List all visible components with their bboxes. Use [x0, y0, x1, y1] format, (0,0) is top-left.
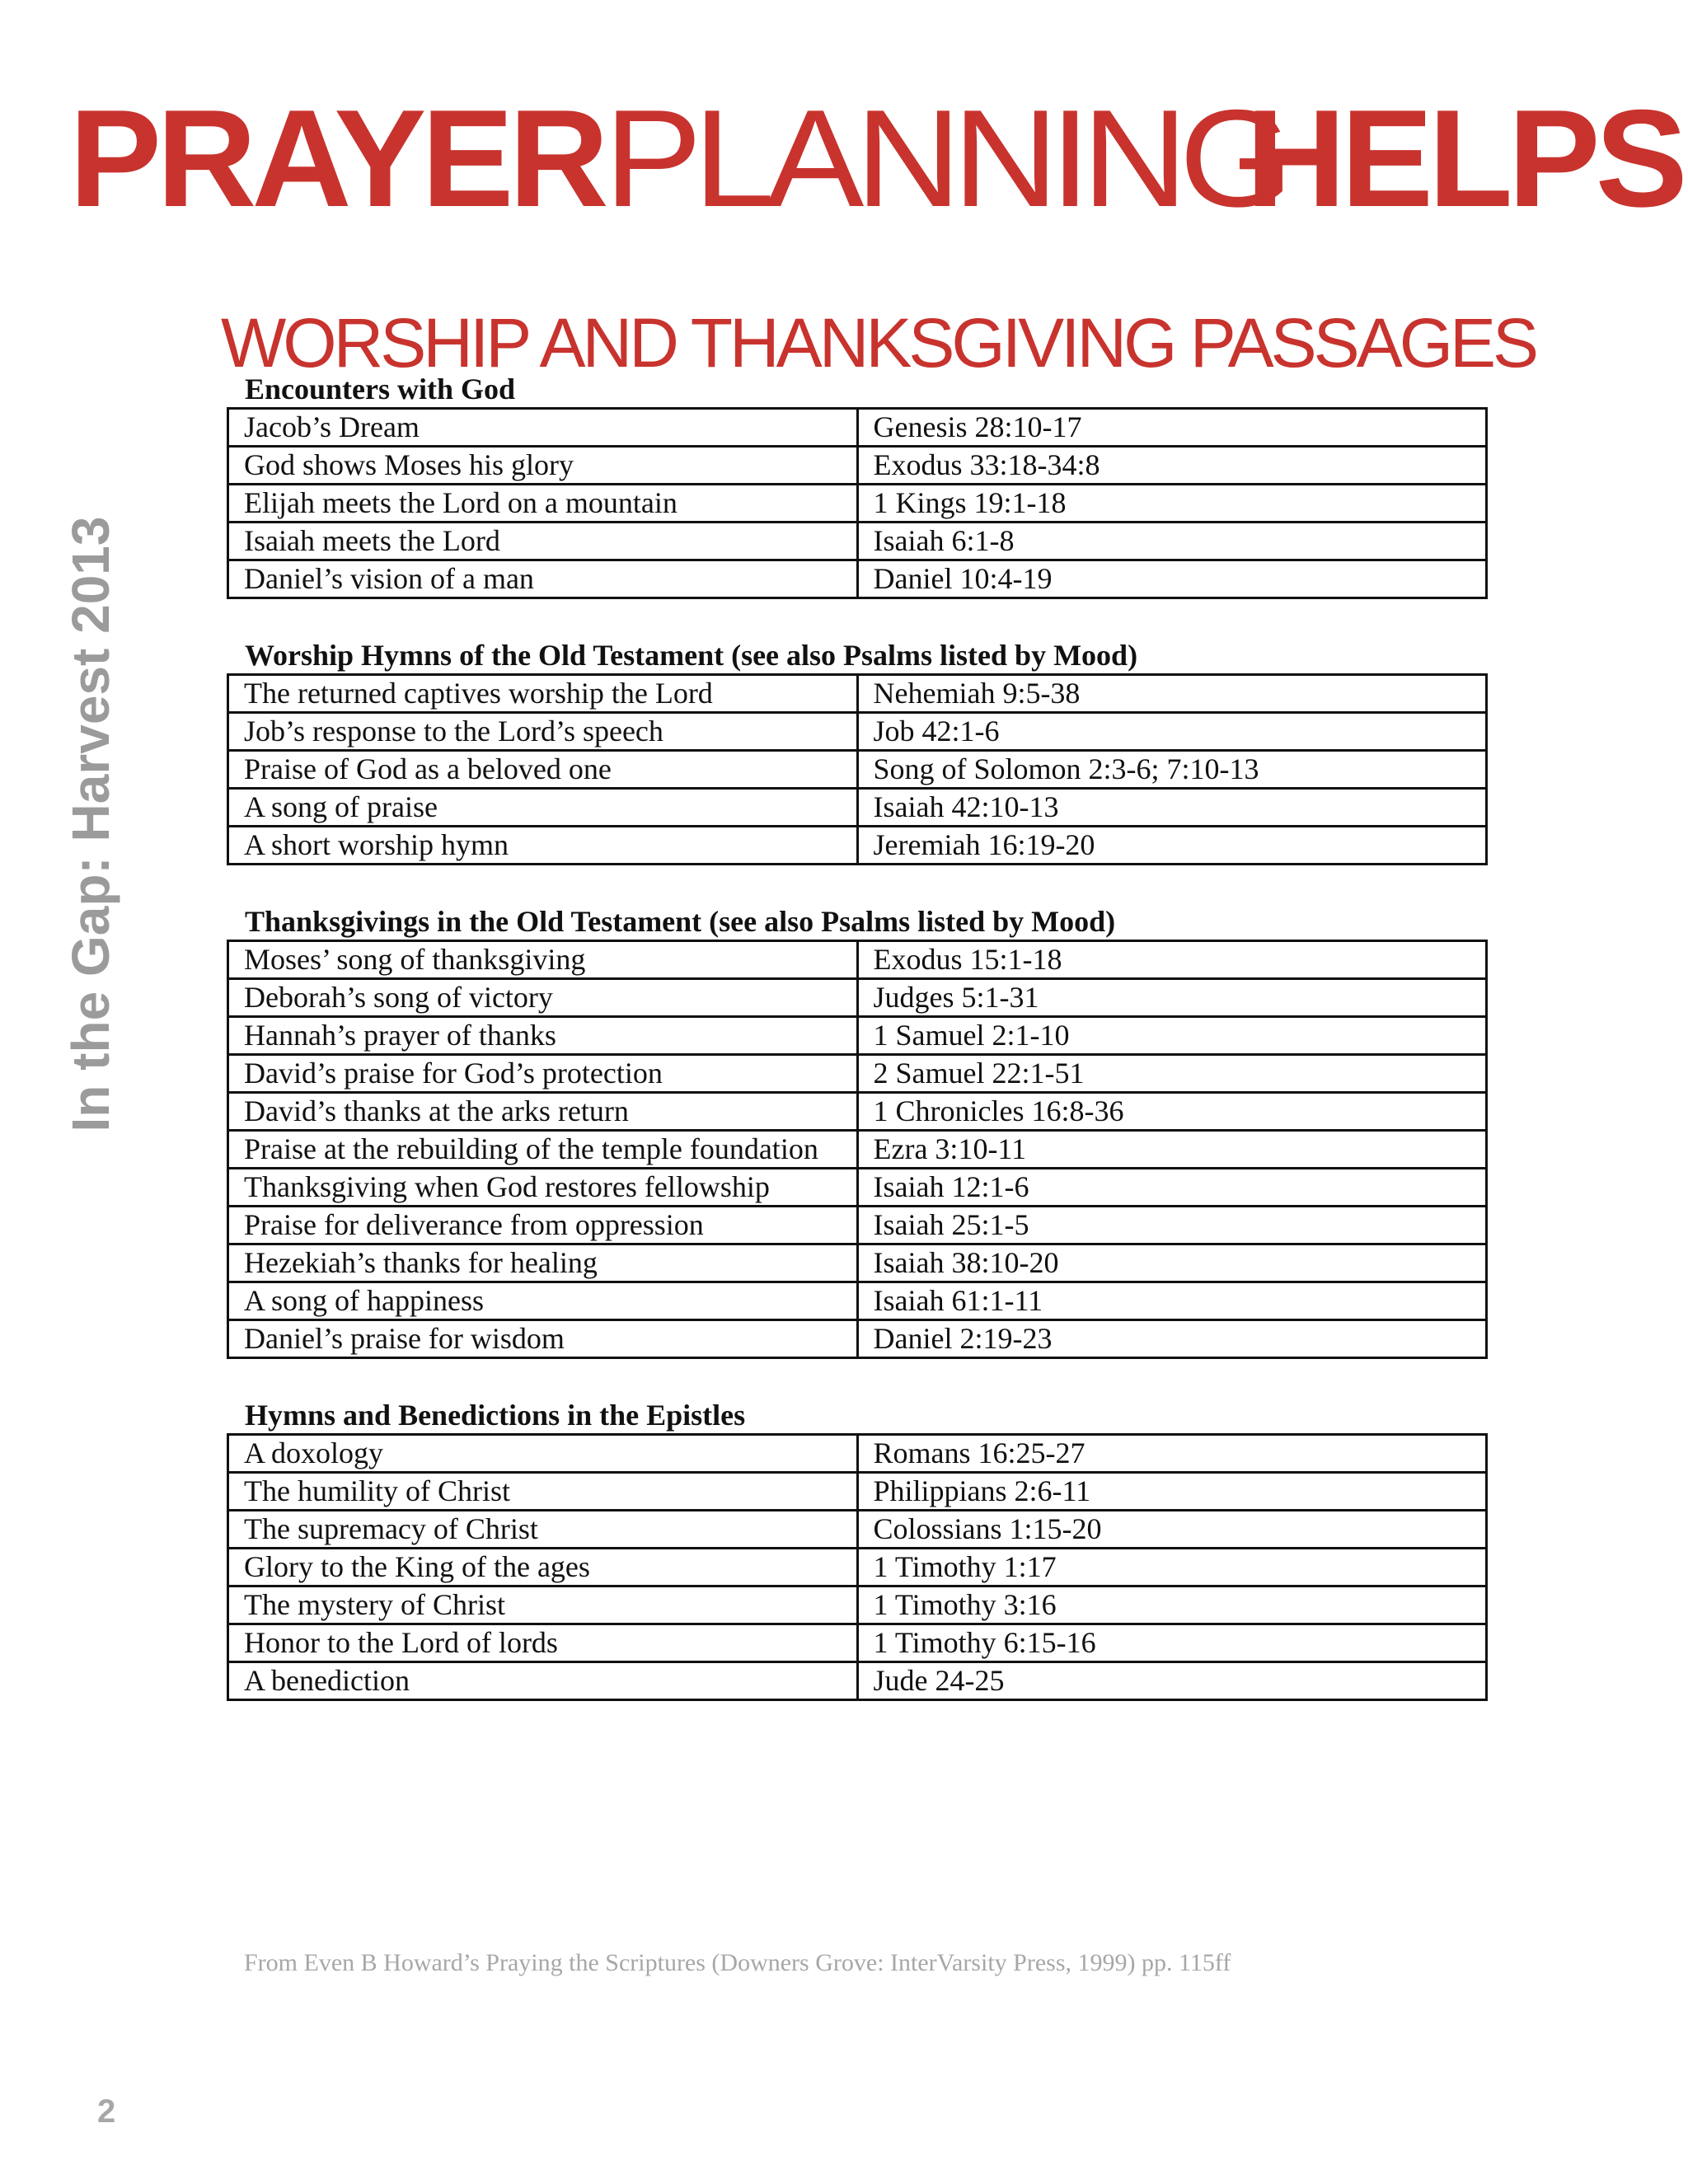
passage-description: God shows Moses his glory — [228, 447, 858, 485]
passage-description: Glory to the King of the ages — [228, 1549, 858, 1586]
passage-table — [227, 1433, 1488, 1701]
passage-description: Praise of God as a beloved one — [228, 751, 858, 789]
table-row — [228, 560, 1487, 598]
group-title: Hymns and Benedictions in the Epistles — [245, 1399, 746, 1432]
scripture-reference: Philippians 2:6-11 — [857, 1473, 1487, 1511]
scripture-reference: Isaiah 6:1-8 — [857, 523, 1487, 560]
scripture-reference: Job 42:1-6 — [857, 713, 1487, 751]
table-row — [228, 1549, 1487, 1586]
source-note: From Even B Howard’s Praying the Scriptures (Downers Grove: InterVarsity Press, 1999) pp. 115ff — [244, 1949, 1231, 1976]
passage-table — [227, 407, 1488, 599]
passage-description: A doxology — [228, 1435, 858, 1473]
table-row — [228, 1624, 1487, 1662]
scripture-reference: Song of Solomon 2:3-6; 7:10-13 — [857, 751, 1487, 789]
table-row — [228, 1662, 1487, 1700]
section-heading: WORSHIP AND THANKSGIVING PASSAGES — [221, 304, 1536, 382]
passage-group — [227, 371, 1488, 599]
page-number: 2 — [97, 2093, 116, 2130]
scripture-reference: Daniel 10:4-19 — [857, 560, 1487, 598]
page-banner — [69, 81, 1683, 236]
passage-description: A short worship hymn — [228, 827, 858, 865]
passage-description: A song of happiness — [228, 1282, 858, 1320]
banner-helps: HELPS — [1245, 81, 1683, 236]
passage-description: Isaiah meets the Lord — [228, 523, 858, 560]
passage-description: Jacob’s Dream — [228, 409, 858, 447]
passage-description: Moses’ song of thanksgiving — [228, 941, 858, 979]
passage-tables — [227, 371, 1488, 1739]
scripture-reference: Isaiah 12:1-6 — [857, 1169, 1487, 1207]
scripture-reference: Colossians 1:15-20 — [857, 1511, 1487, 1549]
scripture-reference: Jude 24-25 — [857, 1662, 1487, 1700]
scripture-reference: Exodus 33:18-34:8 — [857, 447, 1487, 485]
passage-description: Job’s response to the Lord’s speech — [228, 713, 858, 751]
scripture-reference: Jeremiah 16:19-20 — [857, 827, 1487, 865]
scripture-reference: 1 Kings 19:1-18 — [857, 485, 1487, 523]
scripture-reference: Nehemiah 9:5-38 — [857, 675, 1487, 713]
table-row — [228, 675, 1487, 713]
passage-description: The supremacy of Christ — [228, 1511, 858, 1549]
table-row — [228, 523, 1487, 560]
passage-description: Daniel’s praise for wisdom — [228, 1320, 858, 1358]
table-row — [228, 1017, 1487, 1055]
scripture-reference: Genesis 28:10-17 — [857, 409, 1487, 447]
table-row — [228, 1282, 1487, 1320]
passage-description: Praise for deliverance from oppression — [228, 1207, 858, 1244]
scripture-reference: 1 Timothy 1:17 — [857, 1549, 1487, 1586]
table-row — [228, 1093, 1487, 1131]
passage-description: The mystery of Christ — [228, 1586, 858, 1624]
passage-description: Deborah’s song of victory — [228, 979, 858, 1017]
scripture-reference: 1 Chronicles 16:8-36 — [857, 1093, 1487, 1131]
scripture-reference: Isaiah 61:1-11 — [857, 1282, 1487, 1320]
table-row — [228, 1055, 1487, 1093]
passage-description: Hannah’s prayer of thanks — [228, 1017, 858, 1055]
scripture-reference: Daniel 2:19-23 — [857, 1320, 1487, 1358]
table-row — [228, 827, 1487, 865]
passage-description: Praise at the rebuilding of the temple foundation — [228, 1131, 858, 1169]
table-row — [228, 789, 1487, 827]
passage-description: Thanksgiving when God restores fellowship — [228, 1169, 858, 1207]
table-row — [228, 1435, 1487, 1473]
passage-description: Honor to the Lord of lords — [228, 1624, 858, 1662]
passage-description: The returned captives worship the Lord — [228, 675, 858, 713]
passage-description: Hezekiah’s thanks for healing — [228, 1244, 858, 1282]
scripture-reference: Romans 16:25-27 — [857, 1435, 1487, 1473]
table-row — [228, 409, 1487, 447]
passage-description: A song of praise — [228, 789, 858, 827]
table-row — [228, 1473, 1487, 1511]
banner-prayer: PRAYER — [69, 81, 604, 236]
scripture-reference: 1 Timothy 3:16 — [857, 1586, 1487, 1624]
scripture-reference: 2 Samuel 22:1-51 — [857, 1055, 1487, 1093]
scripture-reference: Isaiah 38:10-20 — [857, 1244, 1487, 1282]
table-row — [228, 1131, 1487, 1169]
table-row — [228, 1207, 1487, 1244]
group-title: Thanksgivings in the Old Testament (see also Psalms listed by Mood) — [245, 905, 1116, 938]
scripture-reference: Isaiah 25:1-5 — [857, 1207, 1487, 1244]
side-title: In the Gap: Harvest 2013 — [61, 516, 120, 1132]
passage-description: Daniel’s vision of a man — [228, 560, 858, 598]
scripture-reference: Exodus 15:1-18 — [857, 941, 1487, 979]
table-row — [228, 447, 1487, 485]
table-row — [228, 713, 1487, 751]
passage-description: David’s thanks at the arks return — [228, 1093, 858, 1131]
passage-group — [227, 903, 1488, 1359]
table-row — [228, 1244, 1487, 1282]
table-row — [228, 1511, 1487, 1549]
scripture-reference: Ezra 3:10-11 — [857, 1131, 1487, 1169]
passage-description: David’s praise for God’s protection — [228, 1055, 858, 1093]
passage-description: The humility of Christ — [228, 1473, 858, 1511]
table-row — [228, 1320, 1487, 1358]
scripture-reference: 1 Timothy 6:15-16 — [857, 1624, 1487, 1662]
group-title: Worship Hymns of the Old Testament (see also Psalms listed by Mood) — [245, 639, 1138, 672]
table-row — [228, 485, 1487, 523]
passage-table — [227, 940, 1488, 1359]
passage-description: Elijah meets the Lord on a mountain — [228, 485, 858, 523]
table-row — [228, 979, 1487, 1017]
table-row — [228, 751, 1487, 789]
scripture-reference: Judges 5:1-31 — [857, 979, 1487, 1017]
passage-group — [227, 1397, 1488, 1701]
passage-table — [227, 673, 1488, 865]
table-row — [228, 1586, 1487, 1624]
passage-description: A benediction — [228, 1662, 858, 1700]
banner-planning: PLANNING — [603, 81, 1285, 236]
passage-group — [227, 637, 1488, 865]
table-row — [228, 941, 1487, 979]
scripture-reference: 1 Samuel 2:1-10 — [857, 1017, 1487, 1055]
scripture-reference: Isaiah 42:10-13 — [857, 789, 1487, 827]
group-title: Encounters with God — [245, 373, 516, 405]
table-row — [228, 1169, 1487, 1207]
